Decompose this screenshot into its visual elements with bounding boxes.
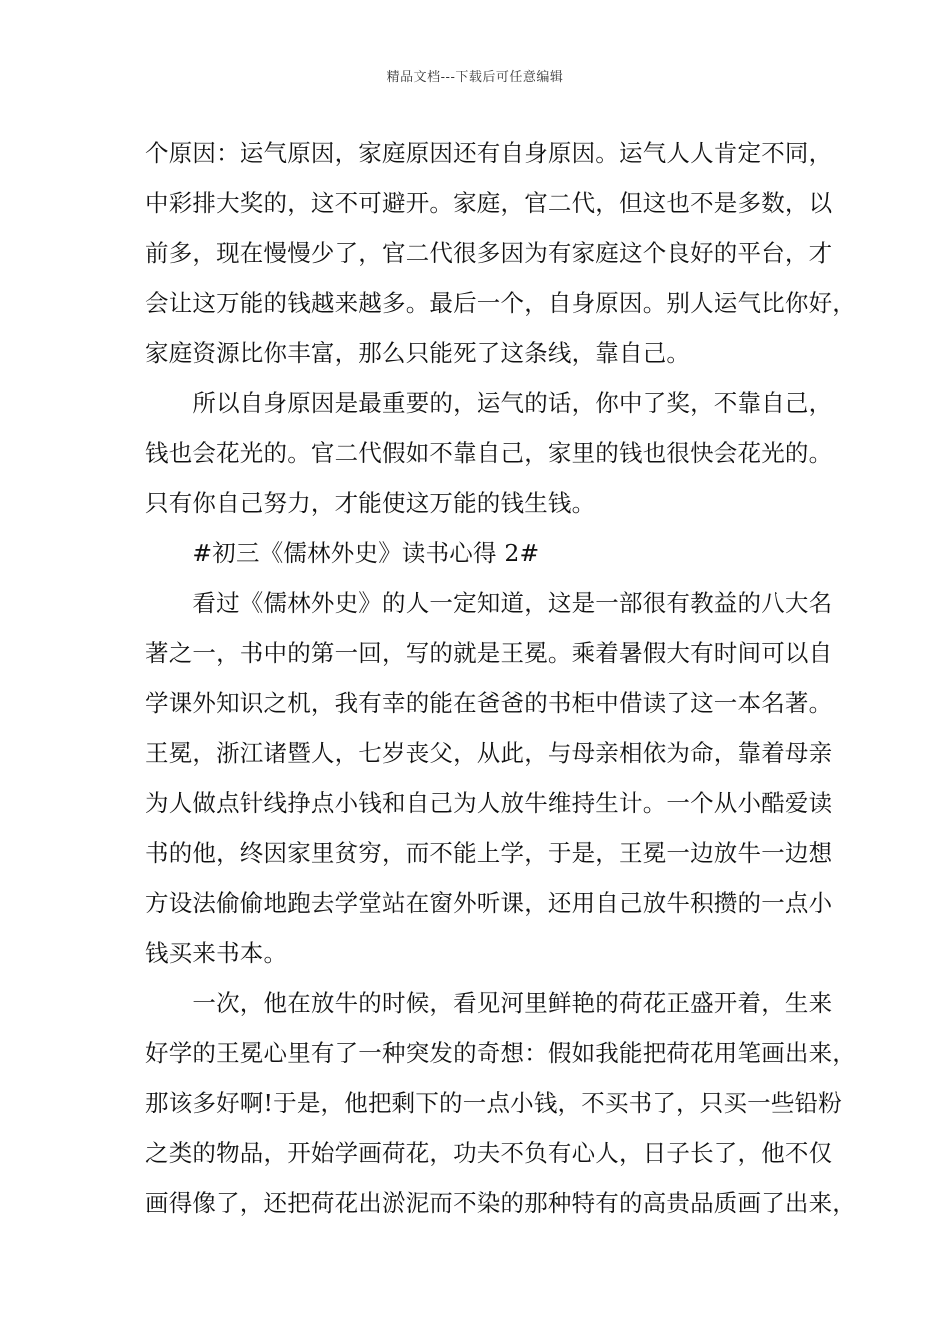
text-line: 为人做点针线挣点小钱和自己为人放牛维持生计。一个从小酷爱读 — [145, 789, 833, 817]
text-line: 王冕，浙江诸暨人，七岁丧父，从此，与母亲相依为命，靠着母亲 — [145, 739, 833, 767]
text-line: 那该多好啊!于是，他把剩下的一点小钱，不买书了，只买一些铅粉 — [145, 1089, 842, 1117]
page-header: 精品文档---下载后可任意编辑 — [386, 70, 564, 85]
text-line: 钱也会花光的。官二代假如不靠自己，家里的钱也很快会花光的。 — [145, 439, 833, 467]
text-line: 所以自身原因是最重要的，运气的话，你中了奖，不靠自己， — [145, 389, 833, 417]
document-body — [145, 128, 856, 1228]
text-line: 会让这万能的钱越来越多。最后一个，自身原因。别人运气比你好， — [145, 289, 856, 317]
text-line: 之类的物品，开始学画荷花，功夫不负有心人，日子长了，他不仅 — [145, 1139, 833, 1167]
text-line: 著之一，书中的第一回，写的就是王冕。乘着暑假大有时间可以自 — [145, 639, 833, 667]
text-line: 看过《儒林外史》的人一定知道，这是一部很有教益的八大名 — [145, 589, 833, 617]
text-line: 学课外知识之机，我有幸的能在爸爸的书柜中借读了这一本名著。 — [145, 689, 833, 717]
text-line: 中彩排大奖的，这不可避开。家庭，官二代，但这也不是多数，以 — [145, 189, 833, 217]
text-line: 前多，现在慢慢少了，官二代很多因为有家庭这个良好的平台，才 — [145, 239, 833, 267]
text-line: 一次，他在放牛的时候，看见河里鲜艳的荷花正盛开着，生来 — [145, 989, 833, 1017]
text-line: 钱买来书本。 — [145, 939, 288, 967]
text-line: 只有你自己努力，才能使这万能的钱生钱。 — [145, 489, 596, 517]
text-line: 书的他，终因家里贫穷，而不能上学，于是，王冕一边放牛一边想 — [145, 839, 833, 867]
text-line: 画得像了，还把荷花出淤泥而不染的那种特有的高贵品质画了出来， — [145, 1189, 856, 1217]
text-line: 方设法偷偷地跑去学堂站在窗外听课，还用自己放牛积攒的一点小 — [145, 889, 833, 917]
text-line: 个原因：运气原因，家庭原因还有自身原因。运气人人肯定不同， — [145, 139, 833, 167]
section-heading: #初三《儒林外史》读书心得 2# — [145, 539, 540, 567]
text-line: 家庭资源比你丰富，那么只能死了这条线，靠自己。 — [145, 339, 691, 367]
text-line: 好学的王冕心里有了一种突发的奇想：假如我能把荷花用笔画出来， — [145, 1039, 856, 1067]
